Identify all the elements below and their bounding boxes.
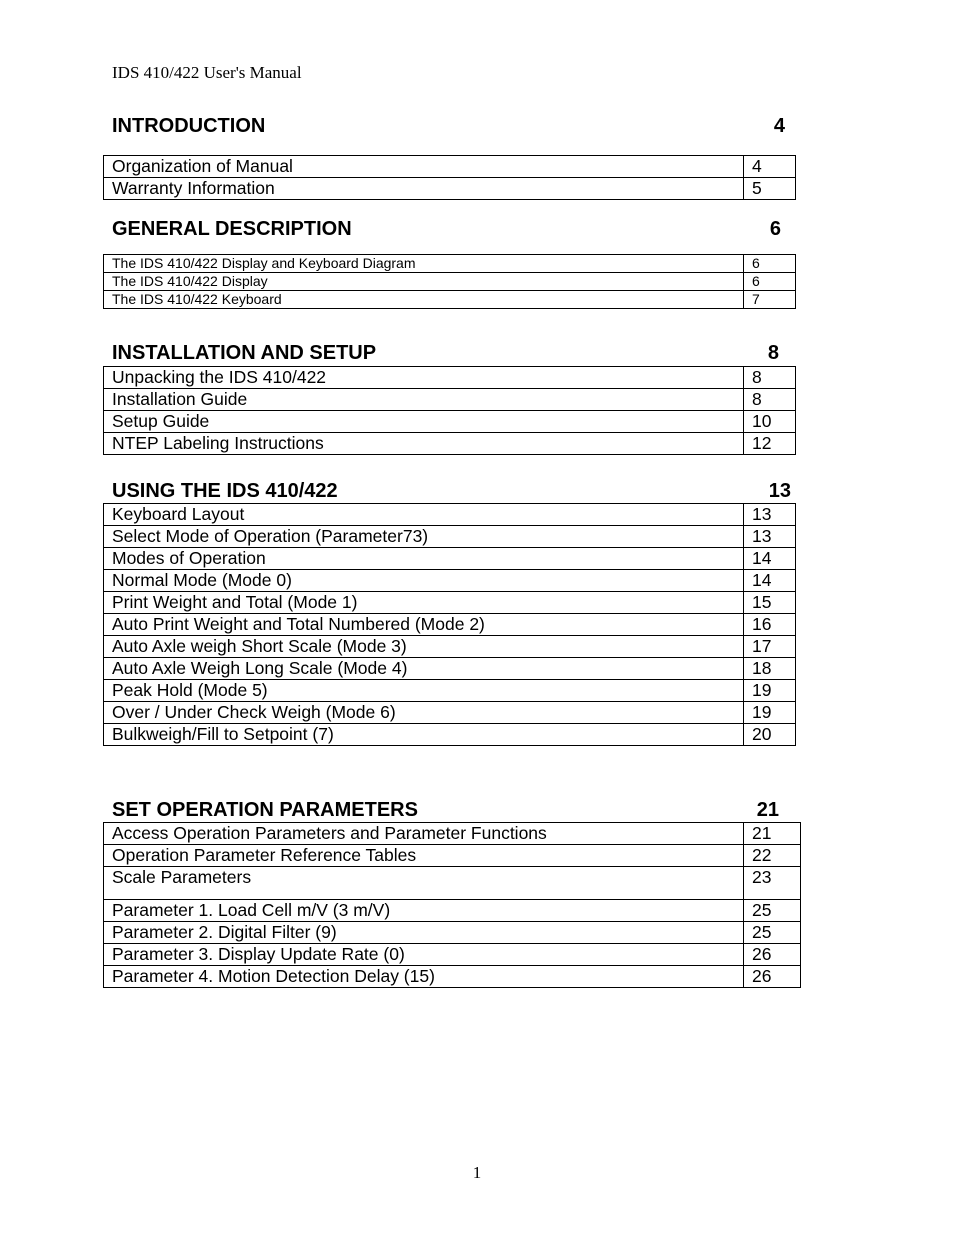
table-row xyxy=(104,291,796,309)
toc-entry-page: 6 xyxy=(744,273,796,291)
toc-entry-label: The IDS 410/422 Keyboard xyxy=(104,291,744,309)
toc-table-installation-and-setup xyxy=(103,366,796,455)
section-title-set-operation-parameters: SET OPERATION PARAMETERS xyxy=(112,799,418,821)
table-row xyxy=(104,570,796,592)
table-row xyxy=(104,680,796,702)
toc-entry-label: Installation Guide xyxy=(104,389,744,411)
section-title-installation-and-setup: INSTALLATION AND SETUP xyxy=(112,342,377,364)
table-row xyxy=(104,922,801,944)
toc-table-introduction xyxy=(103,155,796,200)
section-title-introduction: INTRODUCTION xyxy=(112,115,266,137)
table-row xyxy=(104,966,801,988)
toc-entry-label: The IDS 410/422 Display xyxy=(104,273,744,291)
table-row xyxy=(104,944,801,966)
toc-entry-label: Select Mode of Operation (Parameter73) xyxy=(104,526,744,548)
table-row xyxy=(104,845,801,867)
toc-entry-page: 8 xyxy=(744,389,796,411)
toc-entry-label: Over / Under Check Weigh (Mode 6) xyxy=(104,702,744,724)
table-row xyxy=(104,156,796,178)
toc-entry-label: Normal Mode (Mode 0) xyxy=(104,570,744,592)
section-page-using-the-ids: 13 xyxy=(768,480,791,502)
toc-entry-label: Modes of Operation xyxy=(104,548,744,570)
table-row xyxy=(104,273,796,291)
toc-entry-label: Unpacking the IDS 410/422 xyxy=(104,367,744,389)
table-row xyxy=(104,900,801,922)
section-page-general-description: 6 xyxy=(769,218,781,240)
toc-entry-page: 17 xyxy=(744,636,796,658)
table-row xyxy=(104,367,796,389)
toc-entry-label: Access Operation Parameters and Parameter Functions xyxy=(104,823,744,845)
section-page-installation-and-setup: 8 xyxy=(767,342,779,364)
toc-entry-page: 16 xyxy=(744,614,796,636)
toc-table-set-operation-parameters xyxy=(103,822,801,988)
section-page-set-operation-parameters: 21 xyxy=(756,799,779,821)
toc-entry-page: 5 xyxy=(744,178,796,200)
toc-entry-label: Auto Axle weigh Short Scale (Mode 3) xyxy=(104,636,744,658)
toc-entry-label: The IDS 410/422 Display and Keyboard Diagram xyxy=(104,255,744,273)
section-page-introduction: 4 xyxy=(773,115,785,137)
toc-entry-page: 26 xyxy=(744,966,801,988)
toc-entry-label: Warranty Information xyxy=(104,178,744,200)
table-row xyxy=(104,592,796,614)
toc-entry-page: 21 xyxy=(744,823,801,845)
toc-entry-page: 19 xyxy=(744,680,796,702)
table-row xyxy=(104,526,796,548)
toc-table-general-description xyxy=(103,254,796,309)
toc-entry-label: Operation Parameter Reference Tables xyxy=(104,845,744,867)
document-header: IDS 410/422 User's Manual xyxy=(112,63,302,82)
table-row xyxy=(104,433,796,455)
table-row xyxy=(104,724,796,746)
table-row xyxy=(104,702,796,724)
toc-entry-label: Auto Print Weight and Total Numbered (Mode 2) xyxy=(104,614,744,636)
toc-entry-page: 26 xyxy=(744,944,801,966)
toc-entry-label: Organization of Manual xyxy=(104,156,744,178)
table-row xyxy=(104,411,796,433)
toc-entry-page: 19 xyxy=(744,702,796,724)
toc-entry-page: 4 xyxy=(744,156,796,178)
toc-entry-page: 13 xyxy=(744,504,796,526)
table-row xyxy=(104,255,796,273)
toc-entry-label: NTEP Labeling Instructions xyxy=(104,433,744,455)
table-row xyxy=(104,823,801,845)
toc-entry-page: 14 xyxy=(744,548,796,570)
toc-entry-page: 6 xyxy=(744,255,796,273)
table-row xyxy=(104,178,796,200)
toc-entry-page: 23 xyxy=(744,867,801,900)
table-row xyxy=(104,504,796,526)
toc-entry-label: Bulkweigh/Fill to Setpoint (7) xyxy=(104,724,744,746)
toc-entry-page: 15 xyxy=(744,592,796,614)
table-row xyxy=(104,548,796,570)
toc-entry-page: 18 xyxy=(744,658,796,680)
toc-entry-page: 25 xyxy=(744,900,801,922)
toc-entry-page: 14 xyxy=(744,570,796,592)
toc-entry-label: Setup Guide xyxy=(104,411,744,433)
table-row xyxy=(104,658,796,680)
toc-entry-page: 13 xyxy=(744,526,796,548)
toc-table-using-the-ids xyxy=(103,503,796,746)
table-row xyxy=(104,614,796,636)
toc-entry-label: Peak Hold (Mode 5) xyxy=(104,680,744,702)
table-row xyxy=(104,636,796,658)
toc-entry-page: 25 xyxy=(744,922,801,944)
toc-entry-page: 22 xyxy=(744,845,801,867)
table-row xyxy=(104,389,796,411)
toc-entry-label: Parameter 4. Motion Detection Delay (15) xyxy=(104,966,744,988)
section-title-using-the-ids: USING THE IDS 410/422 xyxy=(112,480,338,502)
page-number: 1 xyxy=(472,1163,482,1182)
section-title-general-description: GENERAL DESCRIPTION xyxy=(112,218,352,240)
toc-entry-label: Parameter 3. Display Update Rate (0) xyxy=(104,944,744,966)
toc-entry-label: Auto Axle Weigh Long Scale (Mode 4) xyxy=(104,658,744,680)
table-row xyxy=(104,867,801,900)
toc-entry-label: Scale Parameters xyxy=(104,867,744,900)
toc-entry-label: Print Weight and Total (Mode 1) xyxy=(104,592,744,614)
toc-entry-page: 12 xyxy=(744,433,796,455)
toc-entry-label: Parameter 1. Load Cell m/V (3 m/V) xyxy=(104,900,744,922)
toc-entry-page: 7 xyxy=(744,291,796,309)
toc-entry-page: 8 xyxy=(744,367,796,389)
toc-entry-page: 10 xyxy=(744,411,796,433)
toc-entry-label: Parameter 2. Digital Filter (9) xyxy=(104,922,744,944)
toc-entry-page: 20 xyxy=(744,724,796,746)
toc-entry-label: Keyboard Layout xyxy=(104,504,744,526)
